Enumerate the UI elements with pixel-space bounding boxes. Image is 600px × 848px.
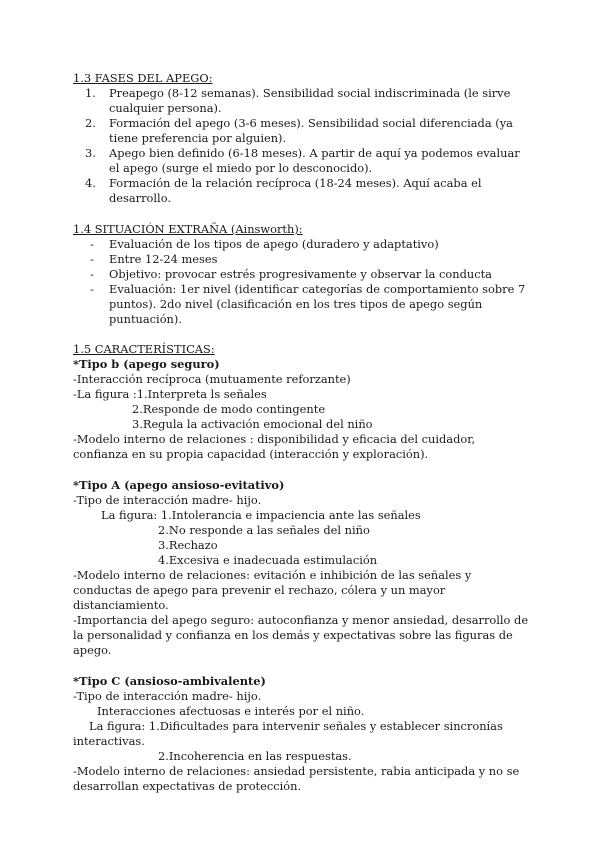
- phase-item: [73, 176, 533, 206]
- section-1-3-heading: 1.3 FASES DEL APEGO:: [73, 71, 213, 85]
- phase-number: 1.: [85, 86, 96, 100]
- tipo-b-figura-2: 2.Responde de modo contingente: [132, 402, 326, 416]
- tipo-c-afectuosas: Interacciones afectuosas e interés por el niño.: [97, 704, 365, 718]
- list-item: [73, 252, 533, 267]
- tipo-a-title: *Tipo A (apego ansioso-evitativo): [73, 478, 285, 492]
- tipo-c-interaccion: -Tipo de interacción madre- hijo.: [73, 689, 262, 703]
- phase-item: [73, 86, 533, 116]
- list-item-text: Entre 12-24 meses: [109, 252, 218, 266]
- list-item: [73, 237, 533, 252]
- tipo-a-interaccion: -Tipo de interacción madre- hijo.: [73, 493, 262, 507]
- list-item-text: Evaluación: 1er nivel (identificar categorías de comportamiento sobre 7 puntos). 2do nivel (clasificación en los tres tipos de apego según puntuación).: [109, 282, 526, 326]
- dash-bullet: -: [90, 282, 94, 296]
- tipo-b-interaccion: -Interacción recíproca (mutuamente reforzante): [73, 372, 351, 386]
- list-item: [73, 282, 533, 327]
- strange-situation-list: [73, 237, 533, 327]
- dash-bullet: -: [90, 252, 94, 266]
- document-page: [73, 71, 533, 794]
- section-1-4-heading: 1.4 SITUACIÓN EXTRAÑA (Ainsworth):: [73, 222, 303, 236]
- section-1-5-heading: 1.5 CARACTERÍSTICAS:: [73, 342, 215, 356]
- phase-number: 4.: [85, 176, 96, 190]
- tipo-c-figura-1: La figura: 1.Dificultades para intervenir señales y establecer sincronías interactivas.: [73, 719, 503, 748]
- tipo-b-modelo: -Modelo interno de relaciones : disponibilidad y eficacia del cuidador, confianza en su propia capacidad (interacción y exploración).: [73, 432, 476, 461]
- phase-number: 2.: [85, 116, 96, 130]
- phase-text: Apego bien definido (6-18 meses). A partir de aquí ya podemos evaluar el apego (surge el miedo por lo desconocido).: [109, 146, 520, 175]
- tipo-c-figura-2: 2.Incoherencia en las respuestas.: [158, 749, 352, 763]
- tipo-a-figura-1: La figura: 1.Intolerancia e impaciencia ante las señales: [101, 508, 421, 522]
- tipo-c-modelo: -Modelo interno de relaciones: ansiedad persistente, rabia anticipada y no se desarrollan expectativas de protección.: [73, 764, 520, 793]
- phase-text: Formación de la relación recíproca (18-24 meses). Aquí acaba el desarrollo.: [109, 176, 482, 205]
- list-item: [73, 267, 533, 282]
- tipo-b-figura-1: -La figura :1.Interpreta ls señales: [73, 387, 267, 401]
- tipo-a-figura-4: 4.Excesiva e inadecuada estimulación: [158, 553, 378, 567]
- dash-bullet: -: [90, 267, 94, 281]
- tipo-a-figura-3: 3.Rechazo: [158, 538, 218, 552]
- phase-text: Preapego (8-12 semanas). Sensibilidad social indiscriminada (le sirve cualquier persona).: [109, 86, 511, 115]
- tipo-a-figura-2: 2.No responde a las señales del niño: [158, 523, 370, 537]
- phase-item: [73, 146, 533, 176]
- list-item-text: Evaluación de los tipos de apego (duradero y adaptativo): [109, 237, 439, 251]
- phase-text: Formación del apego (3-6 meses). Sensibilidad social diferenciada (ya tiene preferencia por alguien).: [109, 116, 513, 145]
- list-item-text: Objetivo: provocar estrés progresivamente y observar la conducta: [109, 267, 492, 281]
- tipo-b-figura-3: 3.Regula la activación emocional del niño: [132, 417, 373, 431]
- phase-item: [73, 116, 533, 146]
- tipo-b-title: *Tipo b (apego seguro): [73, 357, 220, 371]
- phases-list: [73, 86, 533, 206]
- tipo-a-importancia: -Importancia del apego seguro: autoconfianza y menor ansiedad, desarrollo de la personalidad y confianza en los demás y expectativas sobre las figuras de apego.: [73, 613, 529, 657]
- dash-bullet: -: [90, 237, 94, 251]
- phase-number: 3.: [85, 146, 96, 160]
- tipo-a-modelo: -Modelo interno de relaciones: evitación e inhibición de las señales y conductas de apego para prevenir el rechazo, cólera y un mayor distanciamiento.: [73, 568, 472, 612]
- tipo-c-title: *Tipo C (ansioso-ambivalente): [73, 674, 266, 688]
